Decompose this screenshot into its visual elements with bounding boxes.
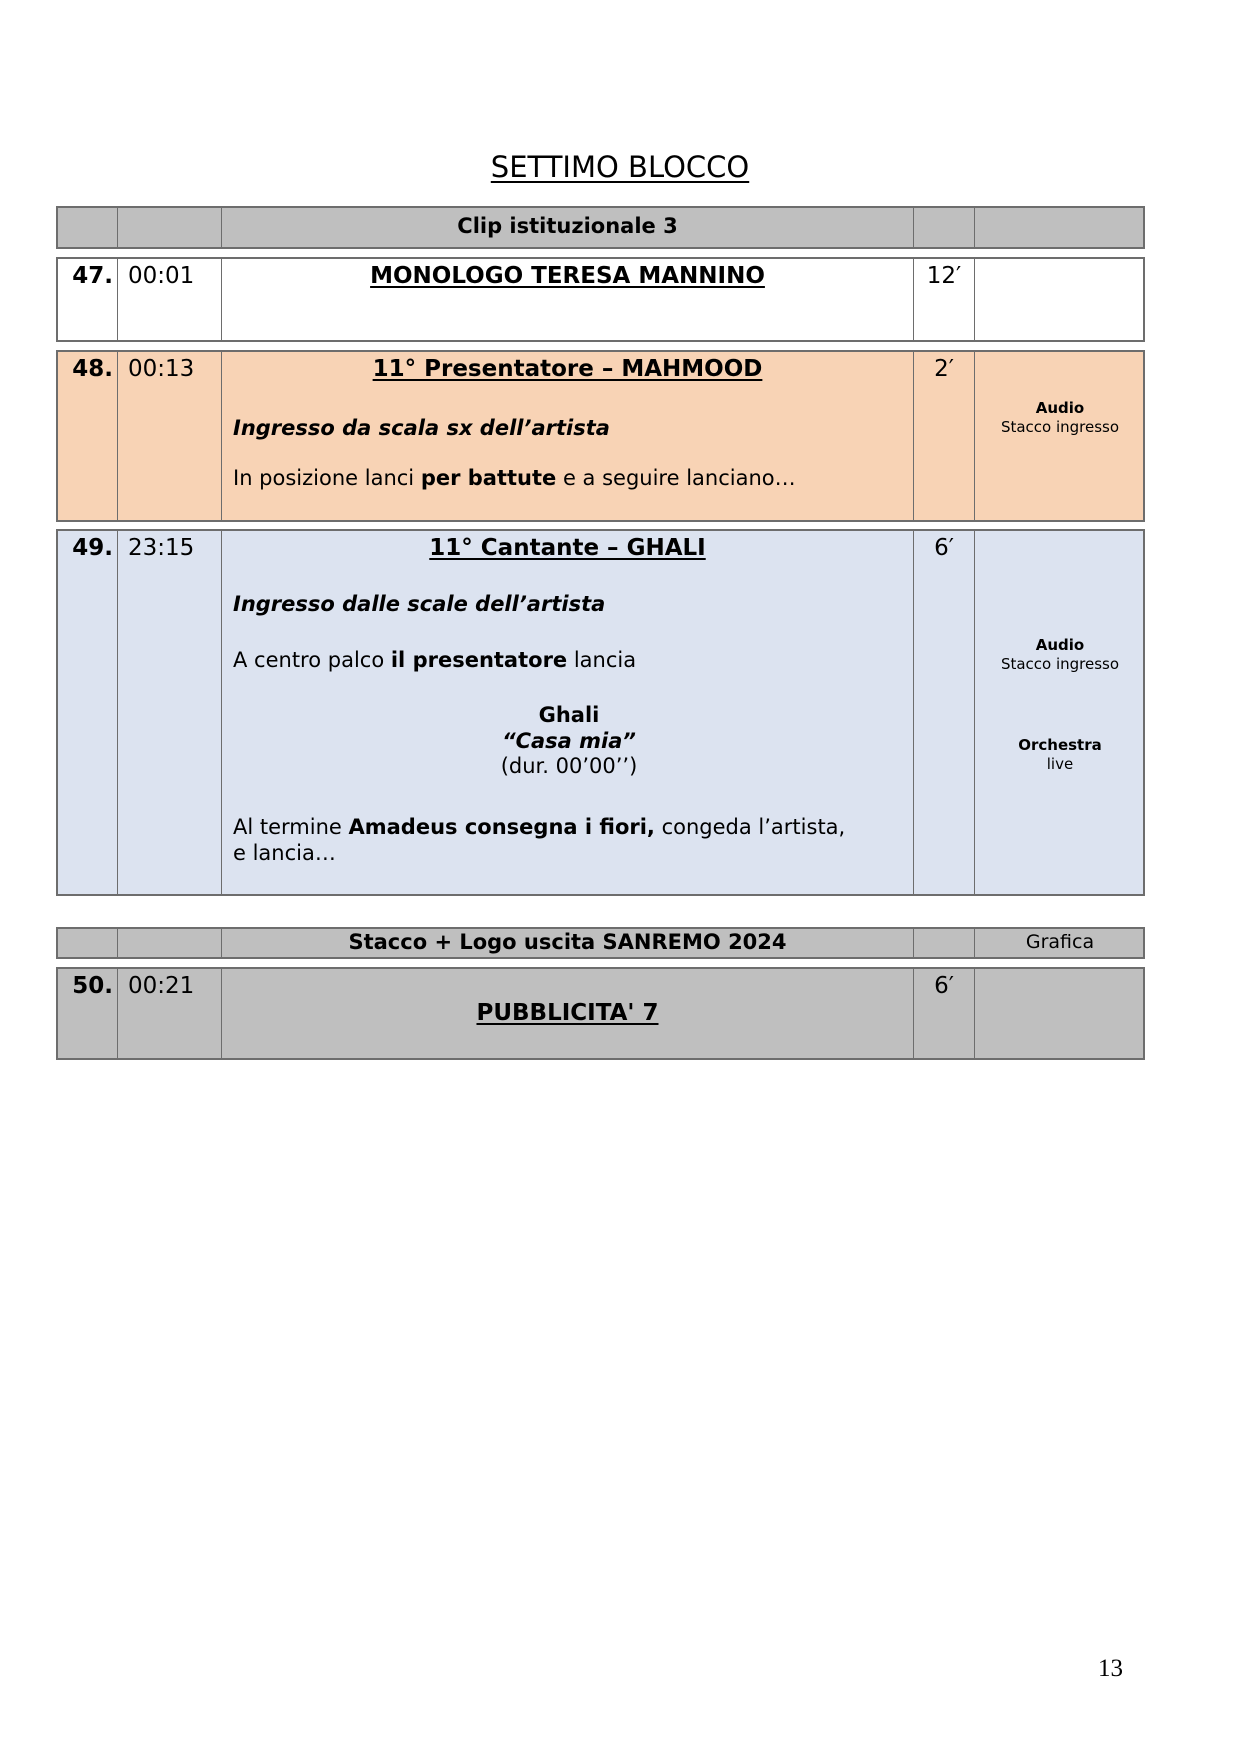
cell-num: [58, 969, 117, 1058]
cue-post: e a seguire lanciano…: [556, 466, 796, 490]
cell-content: [221, 929, 913, 957]
page-title: SETTIMO BLOCCO: [490, 150, 750, 184]
cell-duration: [913, 208, 974, 247]
song-title: “Casa mia”: [502, 729, 636, 753]
song-duration: (dur. 00’00’’): [500, 754, 638, 778]
cell-duration: [913, 969, 974, 1058]
row-duration: 6′: [934, 973, 954, 999]
closing-bold: Amadeus consegna i fiori,: [348, 815, 655, 839]
artist-name: Ghali: [538, 703, 600, 727]
note-text: Stacco ingresso: [1000, 655, 1120, 673]
cell-content: [221, 208, 913, 247]
cell-notes: [974, 969, 1145, 1058]
cell-notes: [974, 259, 1145, 340]
cell-notes: [974, 352, 1145, 520]
row-number: 48.: [72, 356, 113, 382]
row-duration: 12′: [926, 263, 962, 289]
cell-duration: [913, 531, 974, 894]
closing-pre: Al termine: [233, 815, 349, 839]
table-row-48: [56, 350, 1145, 522]
cell-content: [221, 969, 913, 1058]
cell-num: [58, 208, 117, 247]
cell-content: [221, 259, 913, 340]
note-text: live: [1046, 755, 1074, 773]
cell-notes: [974, 929, 1145, 957]
cell-notes: [974, 208, 1145, 247]
row-number: 49.: [72, 535, 113, 561]
row-duration: 2′: [934, 356, 954, 382]
cell-duration: [913, 259, 974, 340]
cue-post: lancia: [567, 648, 637, 672]
cell-duration: [913, 929, 974, 957]
note-audio: [975, 399, 1145, 437]
row-title: 11° Cantante – GHALI: [429, 535, 706, 561]
note-orchestra: [975, 736, 1145, 774]
row-number: 50.: [72, 973, 113, 999]
closing-line: [233, 814, 905, 840]
row-time: 00:21: [128, 973, 195, 999]
table-row-50: [56, 967, 1145, 1060]
closing-post: congeda l’artista,: [654, 815, 846, 839]
cell-time: [117, 969, 221, 1058]
cue-bold: per battute: [420, 466, 557, 490]
cell-time: [117, 352, 221, 520]
note-label: Orchestra: [1018, 736, 1102, 754]
cue-pre: A centro palco: [233, 648, 391, 672]
row-time: 00:13: [128, 356, 195, 382]
row-time: 00:01: [128, 263, 195, 289]
row-title: MONOLOGO TERESA MANNINO: [370, 263, 765, 289]
row-time: 23:15: [128, 535, 195, 561]
row-title: PUBBLICITA' 7: [476, 1000, 659, 1026]
cell-content: [221, 352, 913, 520]
note-label: Audio: [1035, 636, 1085, 654]
cell-content: [221, 531, 913, 894]
clip-header-row: [56, 206, 1145, 249]
cell-duration: [913, 352, 974, 520]
note-label: Audio: [1035, 399, 1085, 417]
clip-header-label: Clip istituzionale 3: [457, 214, 678, 238]
cell-time: [117, 208, 221, 247]
note-audio: [975, 636, 1145, 674]
entry-note: Ingresso da scala sx dell’artista: [233, 416, 610, 440]
page-number: 13: [1098, 1655, 1123, 1682]
note-text: Stacco ingresso: [1000, 418, 1120, 436]
cue-pre: In posizione lanci: [233, 466, 421, 490]
cue-bold: il presentatore: [390, 648, 568, 672]
cell-num: [58, 352, 117, 520]
cell-time: [117, 531, 221, 894]
cue-line: [233, 465, 905, 491]
table-row-47: [56, 257, 1145, 342]
row-title: 11° Presentatore – MAHMOOD: [372, 356, 763, 382]
cell-time: [117, 259, 221, 340]
stacco-header-row: [56, 927, 1145, 959]
stacco-header-note: Grafica: [1025, 931, 1095, 953]
row-duration: 6′: [934, 535, 954, 561]
cell-notes: [974, 531, 1145, 894]
cell-num: [58, 531, 117, 894]
stacco-header-label: Stacco + Logo uscita SANREMO 2024: [348, 930, 787, 954]
row-number: 47.: [72, 263, 113, 289]
table-row-49: [56, 529, 1145, 896]
cell-time: [117, 929, 221, 957]
cell-num: [58, 929, 117, 957]
cell-num: [58, 259, 117, 340]
closing-line-2: e lancia…: [233, 841, 336, 865]
entry-note: Ingresso dalle scale dell’artista: [233, 592, 606, 616]
cue-line: [233, 647, 905, 673]
